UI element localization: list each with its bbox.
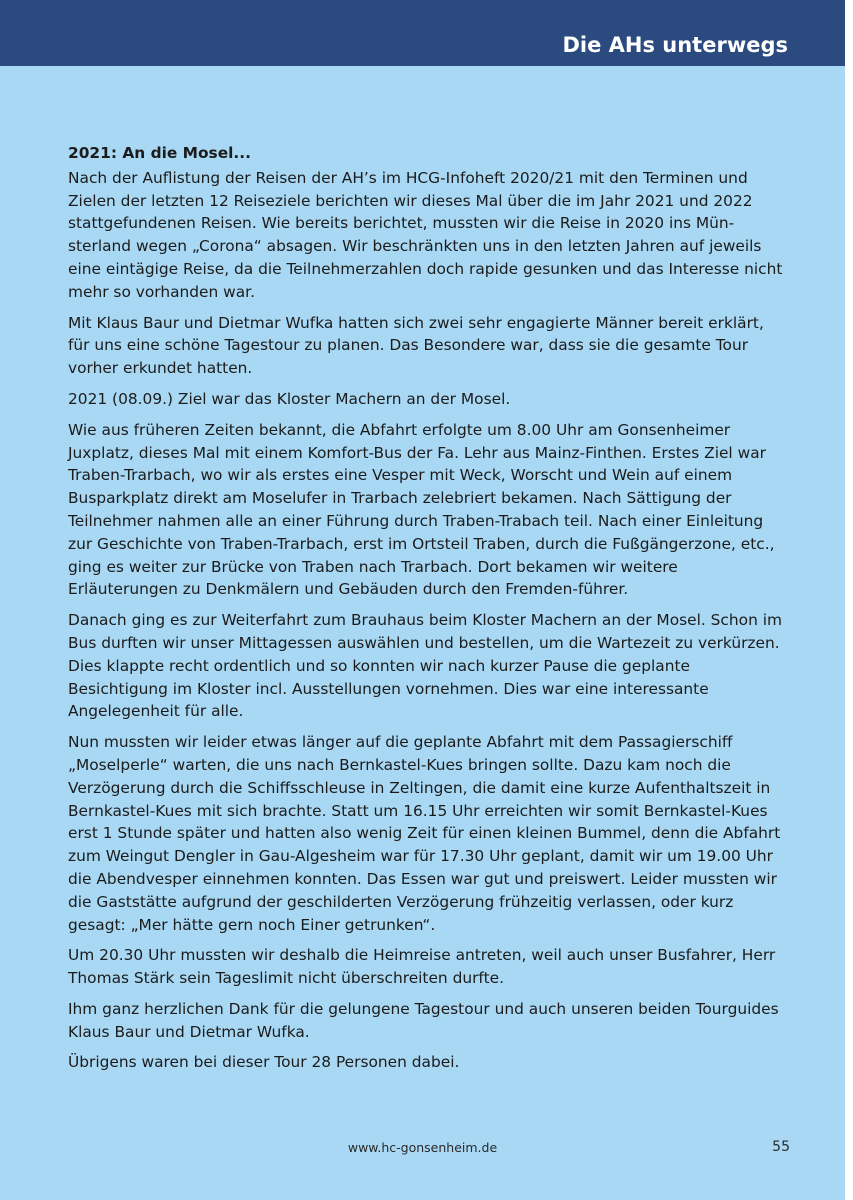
article-paragraph: Übrigens waren bei dieser Tour 28 Personen dabei. <box>68 1053 460 1072</box>
article-heading: 2021: An die Mosel... <box>68 144 251 162</box>
article-paragraph: Mit Klaus Baur und Dietmar Wufka hatten sich zwei sehr engagierte Männer bereit erklärt, für uns eine schöne Tagestour zu planen. Das Besondere war, dass sie die gesamte Tour vorher erkundet hatten. <box>68 313 764 378</box>
footer-website-url: www.hc-gonsenheim.de <box>347 1140 498 1155</box>
article-paragraph: Wie aus früheren Zeiten bekannt, die Abfahrt erfolgte um 8.00 Uhr am Gonsenheimer Juxplatz, dieses Mal mit einem Komfort-Bus der Fa. Lehr aus Mainz-Finthen. Erstes Ziel war Traben-Trarbach, wo wir als erstes eine Vesper mit Weck, Worscht und Wein auf einem Busparkplatz direkt am Moselufer in Trarbach zelebriert bekamen. Nach Sättigung der Teilnehmer nahmen alle an einer Führung durch Traben-Trabach teil. Nach einer Einleitung zur Geschichte von Traben-Trarbach, erst im Ortsteil Traben, durch die Fußgängerzone, etc., ging es weiter zur Brücke von Traben nach Trarbach. Dort bekamen wir weitere Erläuterungen zu Denkmälern und Gebäuden durch den Fremden-führer. <box>68 420 775 599</box>
page-number: 55 <box>772 1139 790 1155</box>
article-paragraph: Nach der Auflistung der Reisen der AH’s im HCG-Infoheft 2020/21 mit den Terminen und Zielen der letzten 12 Reiseziele berichten wir dieses Mal über die im Jahr 2021 und 2022 stattgefundenen Reisen. Wie bereits berichtet, mussten wir die Reise in 2020 ins Mün-sterland wegen „Corona“ absagen. Wir beschränkten uns in den letzten Jahren auf jeweils eine eintägige Reise, da die Teilnehmerzahlen doch rapide gesunken und das Interesse nicht mehr so vorhanden war. <box>68 168 783 301</box>
article-paragraph: Danach ging es zur Weiterfahrt zum Brauhaus beim Kloster Machern an der Mosel. Schon im Bus durften wir unser Mittagessen auswählen und bestellen, um die Wartezeit zu verkürzen. Dies klappte recht ordentlich und so konnten wir nach kurzer Pause die geplante Besichtigung im Kloster incl. Ausstellungen vornehmen. Dies war eine interessante Angelegenheit für alle. <box>68 611 782 721</box>
section-title: Die AHs unterwegs <box>562 33 788 57</box>
article-paragraph: Nun mussten wir leider etwas länger auf die geplante Abfahrt mit dem Passagierschiff „Moselperle“ warten, die uns nach Bernkastel-Kues bringen sollte. Dazu kam noch die Verzögerung durch die Schiffsschleuse in Zeltingen, die damit eine kurze Aufenthaltszeit in Bernkastel-Kues mit sich brachte. Statt um 16.15 Uhr erreichten wir somit Bernkastel-Kues erst 1 Stunde später und hatten also wenig Zeit für einen kleinen Bummel, denn die Abfahrt zum Weingut Dengler in Gau-Algesheim war für 17.30 Uhr geplant, damit wir um 19.00 Uhr die Abendvesper einnehmen konnten. Das Essen war gut und preiswert. Leider mussten wir die Gaststätte aufgrund der geschilderten Verzögerung frühzeitig verlassen, oder kurz gesagt: „Mer hätte gern noch Einer getrunken“. <box>68 733 781 934</box>
header-band <box>0 0 845 66</box>
article-paragraph: 2021 (08.09.) Ziel war das Kloster Machern an der Mosel. <box>68 389 511 408</box>
article-paragraph: Um 20.30 Uhr mussten wir deshalb die Heimreise antreten, weil auch unser Busfahrer, Herr Thomas Stärk sein Tageslimit nicht überschreiten durfte. <box>68 946 776 988</box>
article <box>68 142 786 1082</box>
article-paragraph: Ihm ganz herzlichen Dank für die gelungene Tagestour und auch unseren beiden Tourguides Klaus Baur und Dietmar Wufka. <box>68 999 779 1041</box>
page-edge <box>845 0 853 1200</box>
